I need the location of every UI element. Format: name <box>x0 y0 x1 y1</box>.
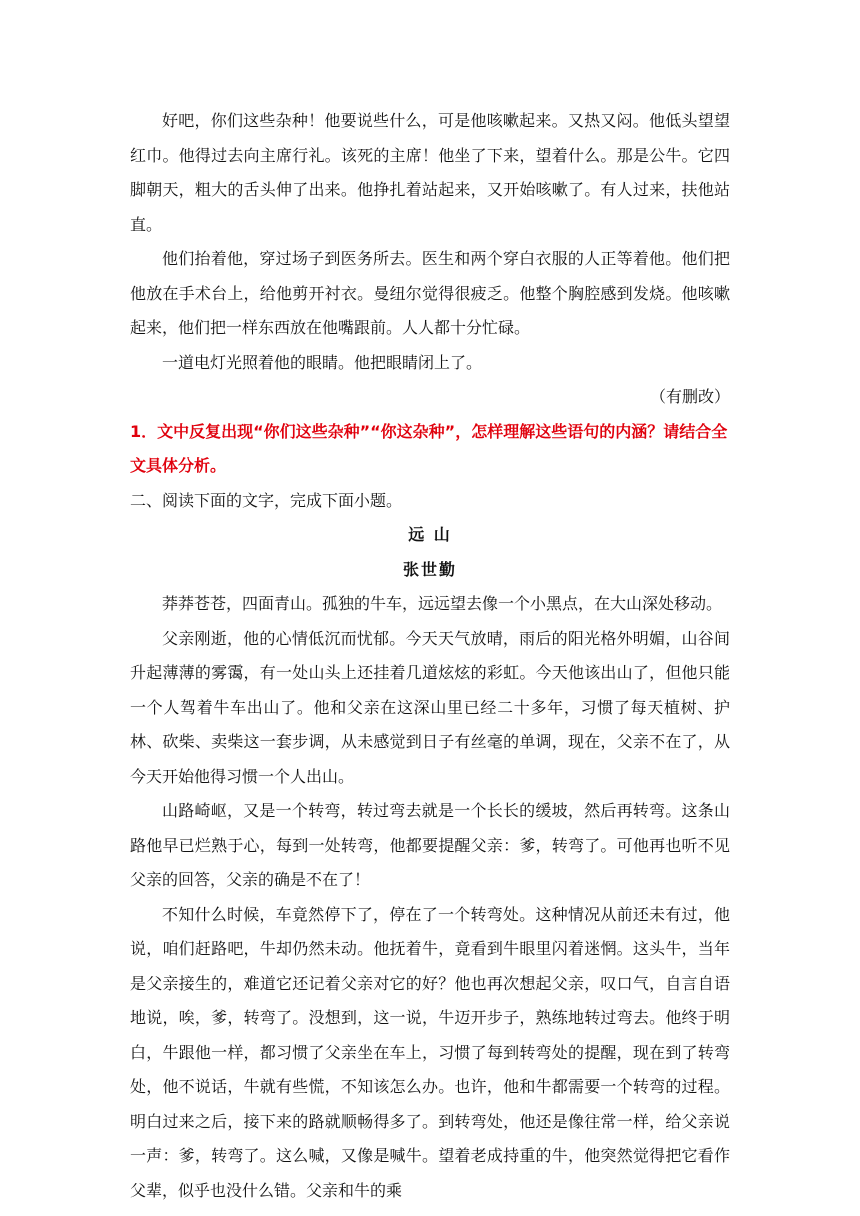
passage1-paragraph-1: 好吧，你们这些杂种！他要说些什么，可是他咳嗽起来。又热又闷。他低头望望红巾。他得过去向主席行礼。该死的主席！他坐了下来，望着什么。那是公牛。它四脚朝天，粗大的舌头伸了出来。他挣扎着站起来，又开始咳嗽了。有人过来，扶他站直。 <box>130 111 730 234</box>
section-2-heading: 二、阅读下面的文字，完成下面小题。 <box>130 490 403 510</box>
document-page <box>130 104 730 1208</box>
passage1-paragraph-2: 他们抬着他，穿过场子到医务所去。医生和两个穿白衣服的人正等着他。他们把他放在手术台上，给他剪开衬衣。曼纽尔觉得很疲乏。他整个胸腔感到发烧。他咳嗽起来，他们把一样东西放在他嘴跟前。人人都十分忙碌。 <box>130 249 730 337</box>
passage2-paragraph-4: 不知什么时候，车竟然停下了，停在了一个转弯处。这种情况从前还未有过，他说，咱们赶路吧，牛却仍然未动。他抚着牛，竟看到牛眼里闪着迷惘。这头牛，当年是父亲接生的，难道它还记着父亲对它的好？他也再次想起父亲，叹口气，自言自语地说，唉，爹，转弯了。没想到，这一说，牛迈开步子，熟练地转过弯去。他终于明白，牛跟他一样，都习惯了父亲坐在车上，习惯了每到转弯处的提醒，现在到了转弯处，他不说话，牛就有些慌，不知该怎么办。也许，他和牛都需要一个转弯的过程。明白过来之后，接下来的路就顺畅得多了。到转弯处，他还是像往常一样，给父亲说一声：爹，转弯了。这么喊，又像是喊牛。望着老成持重的牛，他突然觉得把它看作父辈，似乎也没什么错。父亲和牛的乘 <box>130 904 730 1200</box>
passage2-title: 远 山 <box>408 525 452 544</box>
edit-note: （有删改） <box>649 387 730 406</box>
passage2-paragraph-2: 父亲刚逝，他的心情低沉而忧郁。今天天气放晴，雨后的阳光格外明媚，山谷间升起薄薄的雾霭，有一处山头上还挂着几道炫炫的彩虹。今天他该出山了，但他只能一个人驾着牛车出山了。他和父亲在这深山里已经二十多年，习惯了每天植树、护林、砍柴、卖柴这一套步调，从未感觉到日子有丝毫的单调，现在，父亲不在了，从今天开始他得习惯一个人出山。 <box>130 628 730 786</box>
question-1: 1．文中反复出现“你们这些杂种”“你这杂种”，怎样理解这些语句的内涵？请结合全文具体分析。 <box>130 421 728 475</box>
passage2-paragraph-3: 山路崎岖，又是一个转弯，转过弯去就是一个长长的缓坡，然后再转弯。这条山路他早已烂熟于心，每到一处转弯，他都要提醒父亲：爹，转弯了。可他再也听不见父亲的回答，父亲的确是不在了！ <box>130 801 730 889</box>
passage2-author: 张世勤 <box>402 559 457 579</box>
passage1-paragraph-3: 一道电灯光照着他的眼睛。他把眼睛闭上了。 <box>162 352 483 372</box>
passage2-paragraph-1: 莽莽苍苍，四面青山。孤独的牛车，远远望去像一个小黑点，在大山深处移动。 <box>162 594 723 613</box>
